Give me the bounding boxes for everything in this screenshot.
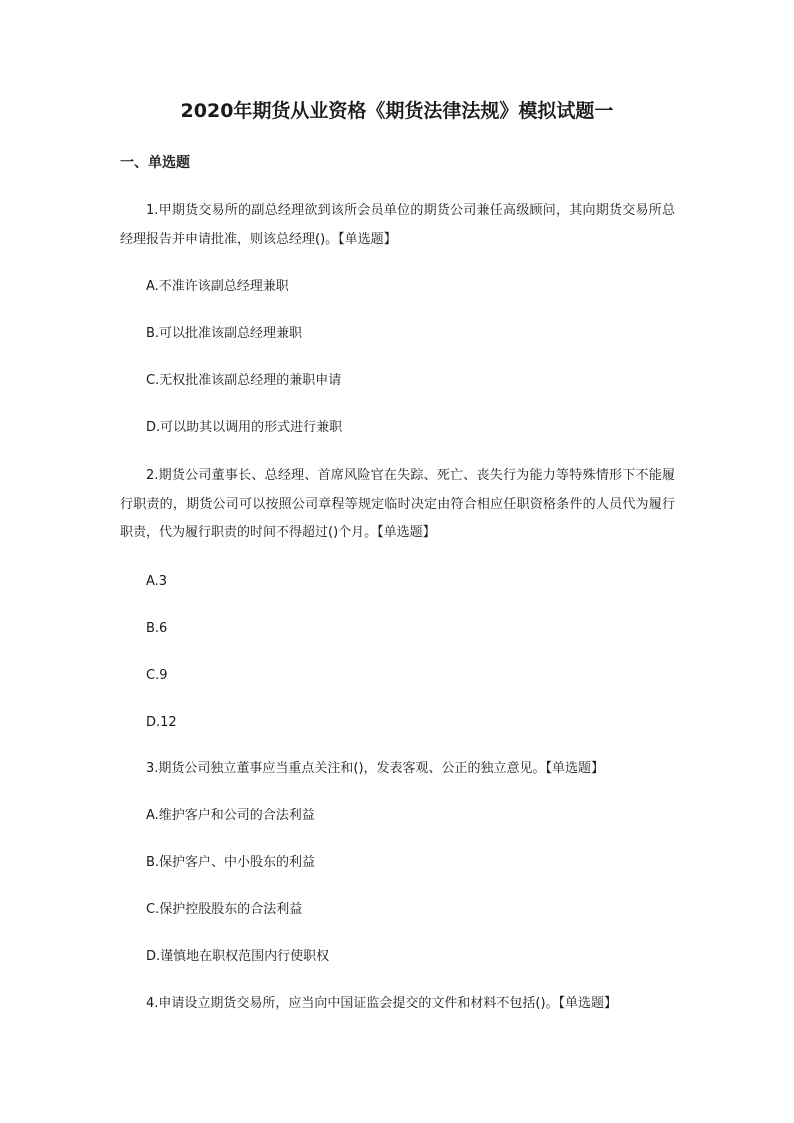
question-3-stem: 3.期货公司独立董事应当重点关注和()，发表客观、公正的独立意见。【单选题】 (146, 761, 605, 776)
question-4-stem: 4.申请设立期货交易所，应当向中国证监会提交的文件和材料不包括()。【单选题】 (146, 996, 618, 1011)
question-3-option-b: B.保护客户、中小股东的利益 (146, 855, 316, 870)
question-2-stem: 2.期货公司董事长、总经理、首席风险官在失踪、死亡、丧失行为能力等特殊情形下不能履行职责的，期货公司可以按照公司章程等规定临时决定由符合相应任职资格条件的人员代为履行职责，代为履行职责的时间不得超过()个月。【单选题】 (120, 468, 675, 540)
question-1-option-a: A.不准许该副总经理兼职 (146, 279, 289, 294)
question-2-option-b: B.6 (146, 621, 168, 636)
document-title: 2020年期货从业资格《期货法律法规》模拟试题一 (180, 100, 614, 122)
question-3-option-c: C.保护控股股东的合法利益 (146, 902, 303, 917)
question-3-option-a: A.维护客户和公司的合法利益 (146, 808, 315, 823)
section-heading: 一、单选题 (120, 155, 190, 171)
question-3-option-d: D.谨慎地在职权范围内行使职权 (146, 949, 330, 964)
question-2-option-c: C.9 (146, 668, 168, 683)
question-1-option-b: B.可以批准该副总经理兼职 (146, 326, 303, 341)
question-1-option-c: C.无权批准该副总经理的兼职申请 (146, 373, 342, 388)
question-1-option-d: D.可以助其以调用的形式进行兼职 (146, 420, 343, 435)
question-2-option-a: A.3 (146, 574, 168, 589)
question-2-option-d: D.12 (146, 715, 177, 730)
question-1-stem: 1.甲期货交易所的副总经理欲到该所会员单位的期货公司兼任高级顾问，其向期货交易所总经理报告并申请批准，则该总经理()。【单选题】 (120, 203, 675, 247)
